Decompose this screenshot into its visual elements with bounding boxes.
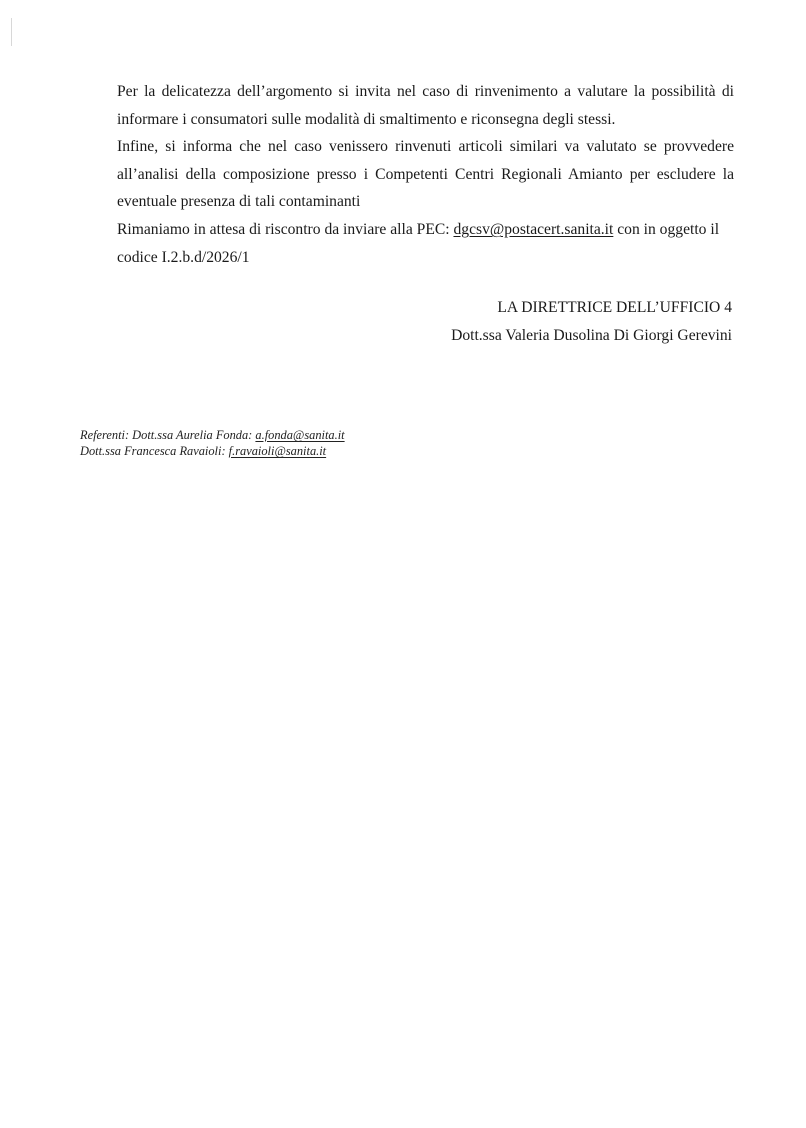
- reference-code: codice I.2.b.d/2026/1: [117, 248, 250, 266]
- scan-edge-mark: [11, 18, 12, 46]
- referent-label: Referenti: Dott.ssa Aurelia Fonda:: [80, 428, 256, 442]
- letter-body: [117, 78, 734, 271]
- text-line: informare i consumatori sulle modalità di smaltimento e riconsegna degli stessi.: [117, 110, 616, 128]
- signature-block: [451, 294, 732, 350]
- referents-block: [80, 427, 345, 459]
- closing-text-after: con in oggetto il: [613, 220, 720, 238]
- paragraph-disposal-info: [117, 78, 734, 133]
- text-line: eventuale presenza di tali contaminanti: [117, 193, 361, 211]
- referent-line-fonda: [80, 427, 345, 443]
- closing-text-before: Rimaniamo in attesa di riscontro da inviare alla PEC:: [117, 220, 454, 238]
- text-line: Infine, si informa che nel caso venissero rinvenuti articoli similari va valutato se provvedere: [117, 138, 734, 156]
- referent-email-link[interactable]: a.fonda@sanita.it: [255, 428, 345, 442]
- paragraph-closing: [117, 216, 734, 271]
- pec-email-link[interactable]: dgcsv@postacert.sanita.it: [453, 220, 614, 238]
- signatory-name: Dott.ssa Valeria Dusolina Di Giorgi Gerevini: [451, 327, 732, 344]
- referent-line-ravaioli: [80, 443, 345, 459]
- text-line: Per la delicatezza dell’argomento si invita nel caso di rinvenimento a valutare la possibilità di: [117, 83, 734, 100]
- referent-email-link[interactable]: f.ravaioli@sanita.it: [228, 444, 327, 458]
- closing-line: [117, 216, 734, 244]
- paragraph-analysis-info: [117, 133, 734, 216]
- referent-label: Dott.ssa Francesca Ravaioli:: [80, 444, 229, 458]
- signatory-title: LA DIRETTRICE DELL’UFFICIO 4: [497, 299, 732, 316]
- text-line: all’analisi della composizione presso i Competenti Centri Regionali Amianto per escludere la: [117, 165, 734, 183]
